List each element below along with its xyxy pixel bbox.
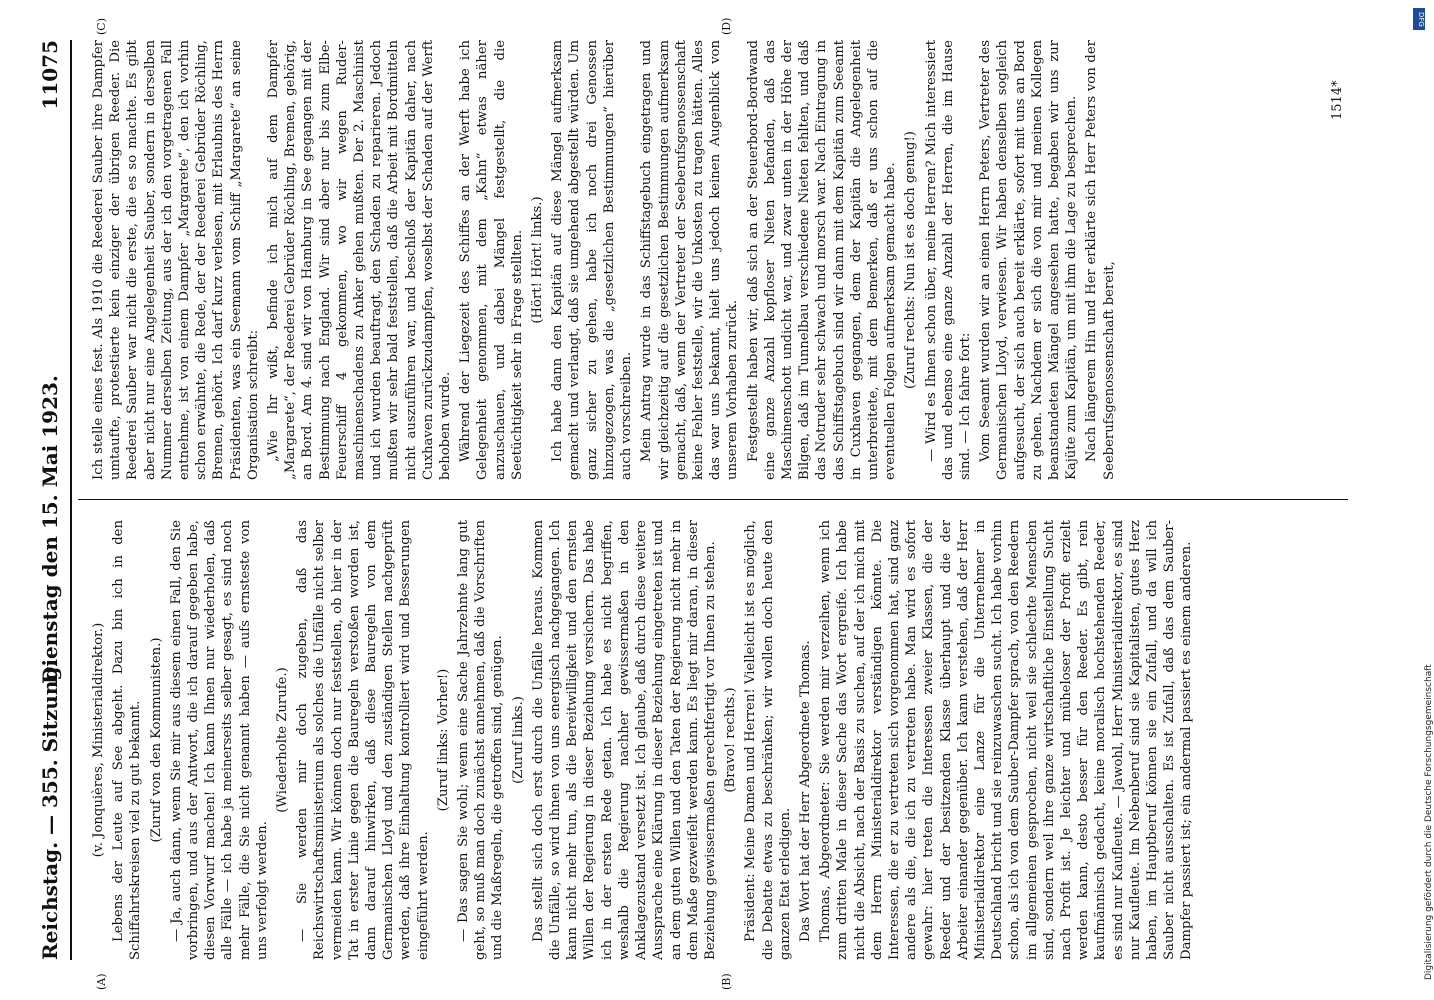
paragraph: Festgestellt haben wir, daß sich an der Steuerbord-Bordwand eine ganze Anzahl kopfloser Nieten befanden, daß das Maschinenschott undicht war, und zwar unten in der Höhe der Bilgen, daß im Tunnelbau verschiedene Nieten fehlten, und daß das Notruder sehr schwach und morsch war. Nach Eintragung in das Schiffstagebuch sind wir dann mit dem Kapitän zum Seeamt in Cuxhaven gegangen, dem der Kapitän die Angelegenheit unterbreitete, mit dem Bemerken, daß er uns schon auf die eventuellen Folgen aufmerksam gemacht habe. xyxy=(745,40,899,480)
column-divider xyxy=(78,499,1348,500)
paragraph: (Zuruf rechts: Nun ist es doch genug!) xyxy=(903,131,919,389)
paragraph: Nach längerem Hin und Her erklärte sich Herr Peters von der Seeberufsgenossenschaft bereit, xyxy=(1084,40,1117,480)
marker-b: (B) xyxy=(720,973,733,990)
left-column xyxy=(90,520,1199,960)
paragraph: Präsident: Meine Damen und Herren! Vielleicht ist es möglich, die Debatte etwas zu beschränken; wir wollen doch heute den ganzen Etat erledigen. xyxy=(743,520,793,960)
footer-page-mark: 1514* xyxy=(1330,80,1345,120)
paragraph: „Wie Ihr wißt, befinde ich mich auf dem Dampfer „Margarete“, der Reederei Gebrüder Röchling, Bremen, gehörig, an Bord. Am 4. sind wir von Hamburg in See gegangen mit der Bestimmung nach England. Wir sind aber nur bis zum Elbe-Feuerschiff 4 gekommen, wo wir wegen Ruder-maschinenschadens zu Anker gehen mußten. Der 2. Maschinist und ich wurden beauftragt, den Schaden zu reparieren. Jedoch mußten wir sehr bald feststellen, daß die Arbeit mit Bordmitteln nicht auszuführen war, und beschloß der Kapitän daher, nach Cuxhaven zurückzudampfen, woselbst der Schaden auf der Werft behoben wurde. xyxy=(266,40,454,480)
paragraph: Ich habe dann den Kapitän auf diese Mängel aufmerksam gemacht und verlangt, daß sie umgehend abgestellt würden. Um ganz sicher zu gehen, habe ich noch drei Genossen hinzugezogen, was die „gesetzlichen Bestimmungen“ hierüber auch vorschreiben. xyxy=(550,40,635,480)
right-column xyxy=(90,40,1121,480)
paragraph: (Zuruf links.) xyxy=(510,696,526,784)
paragraph: (Bravo! rechts.) xyxy=(723,687,739,793)
paragraph: (Hört! Hört! links.) xyxy=(530,196,546,324)
paragraph: — Ja, auch dann, wenn Sie mir aus diesem einen Fall, den Sie vorbringen, und aus der Antwort, die ich darauf gegeben habe, diesen Vorwurf machen! Ich kann Ihnen nur wiederholen, daß alle Fälle — ich habe ja meinerseits selber gesagt, es sind noch mehr Fälle, die Sie nicht genannt haben — aufs ernsteste von uns verfolgt werden. xyxy=(168,520,270,960)
paragraph: Das stellt sich doch erst durch die Unfälle heraus. Kommen die Unfälle, so wird ihnen von uns energisch nachgegangen. Ich kann nicht mehr tun, als die Bereitwilligkeit und den ernsten Willen der Regierung in dieser Beziehung versichern. Das habe ich in der ersten Rede getan. Ich habe es nicht begriffen, weshalb die Regierung nachher gewissermaßen in den Anklagezustand versetzt ist. Ich glaube, daß durch diese weitere Aussprache eine Klärung in dieser Beziehung eingetreten ist und an dem guten Willen und den Taten der Regierung nicht mehr in dem Maße gezweifelt werden kann. Es liegt mir daran, in dieser Beziehung gewissermaßen gerechtfertigt vor Ihnen zu stehen. xyxy=(530,520,718,960)
paragraph: Lebens der Leute auf See abgeht. Dazu bin ich in den Schiffahrtskreisen viel zu gut bekannt. xyxy=(111,520,144,960)
marker-d: (D) xyxy=(720,17,733,35)
page-header xyxy=(30,40,72,960)
paragraph: (Zuruf von den Kommunisten.) xyxy=(148,637,164,843)
paragraph: (v. Jonquières, Ministerialdirektor.) xyxy=(91,622,106,858)
paragraph: — Das sagen Sie wohl; wenn eine Sache Jahrzehnte lang gut geht, so muß man doch zunächst annehmen, daß die Vorschriften und die Maßregeln, die getroffen sind, genügen. xyxy=(456,520,506,960)
side-credit-text: Digitalisierung gefördert durch die Deutsche Forschungsgemeinschaft xyxy=(1424,664,1434,980)
paragraph: Vom Seeamt wurden wir an einen Herrn Peters, Vertreter des Germanischen Lloyd, verwiesen. Wir haben denselben sogleich aufgesucht, der sich auch bereit erklärte, sofort mit uns an Bord zu gehen. Nachdem er sich die von mir und meinen Kollegen beanstandeten Mängel angesehen hatte, begaben wir uns zur Kajüte zum Kapitän, um mit ihm die Lage zu besprechen. xyxy=(978,40,1080,480)
paragraph: Während der Liegezeit des Schiffes an der Werft habe ich Gelegenheit genommen, mit dem „Kahn“ etwas näher anzuschauen, und dabei Mängel festgestellt, die die Seetüchtigkeit sehr in Frage stellten. xyxy=(458,40,525,480)
paragraph: Das Wort hat der Herr Abgeordnete Thomas. xyxy=(797,640,813,942)
paragraph: (Zuruf links: Vorher!) xyxy=(435,668,451,812)
side-credit xyxy=(1410,20,1434,980)
dfg-logo: DFG xyxy=(1413,8,1425,30)
header-left: Reichstag. — 355. Sitzung. xyxy=(38,659,62,960)
paragraph: (Wiederholte Zurufe.) xyxy=(275,667,291,813)
header-center: Dienstag den 15. Mai 1923. xyxy=(38,375,62,684)
paragraph: — Sie werden mir doch zugeben, daß das Reichswirtschaftsministerium als solches die Unfälle nicht selber vermeiden kann. Wir können doch nur feststellen, ob hier in der Tat in erster Linie gegen die Bauregeln verstoßen worden ist, dann darauf hinwirken, daß diese Bauregeln von dem Germanischen Lloyd und den zuständigen Stellen nachgeprüft werden, daß ihre Einhaltung kontrolliert wird und Besserungen eingeführt werden. xyxy=(295,520,431,960)
marker-a: (A) xyxy=(95,973,108,990)
paragraph: Ich stelle eines fest. Als 1910 die Reederei Sauber ihre Dampfer umtaufte, protestierte kein einziger der übrigen Reeder. Die Reederei Sauber war nicht die erste, die es so machte. Es gibt aber nicht nur eine Angelegenheit Sauber, sondern in derselben Nummer derselben Zeitung, aus der ich den vorgetragenen Fall entnehme, ist von einem Dampfer „Margarete“, den ich vorhin schon erwähnte, die Rede, der der Reederei Gebrüder Röchling, Bremen, gehört. Ich darf kurz verlesen, mit Erlaubnis des Herrn Präsidenten, was ein Seemann vom Schiff „Margarete“ an seine Organisation schreibt: xyxy=(91,40,261,480)
paragraph: — Wird es Ihnen schon über, meine Herren? Mich interessiert das und ebenso eine ganze Anzahl der Herren, die im Hause sind. — Ich fahre fort: xyxy=(923,40,973,480)
paragraph: Mein Antrag wurde in das Schiffstagebuch eingetragen und wir gleichzeitig auf die gesetzlichen Bestimmungen aufmerksam gemacht, daß, wenn der Vertreter der Seeberufsgenossenschaft keine Fehler feststelle, wir die Unkosten zu tragen hätten. Alles das war uns bekannt, hielt uns jedoch keinen Augenblick von unserem Vorhaben zurück. xyxy=(639,40,741,480)
header-page-number: 11075 xyxy=(38,40,62,110)
marker-c: (C) xyxy=(95,18,108,35)
paragraph: Thomas, Abgeordneter: Sie werden mir verzeihen, wenn ich zum dritten Male in dieser Sache das Wort ergreife. Ich habe nicht die Absicht, nach der Basis zu suchen, auf der ich mich mit dem Herrn Ministerialdirektor verständigen könnte. Die Interessen, die er zu vertreten sich vorgenommen hat, sind ganz andere als die, die ich zu vertreten habe. Man wird es sofort gewahr: hier treten die Interessen zweier Klassen, die der Reeder und der besitzenden Klasse überhaupt und die der Arbeiter einander gegenüber. Ich kann verstehen, daß der Herr Ministerialdirektor eine Lanze für die Unternehmer in Deutschland bricht und sie reinzuwaschen sucht. Ich habe vorhin schon, als ich von dem Sauber-Dampfer sprach, von den Reedern im allgemeinen gesprochen, nicht weil sie schlechte Menschen sind, sondern weil ihre ganze wirtschaftliche Einstellung Sucht nach Profit ist. Je leichter und müheloser der Profit erzielt werden kann, desto besser für den Reeder. Es gibt, rein kaufmännisch gedacht, keine moralisch hochstehenden Reeder, es sind nur Kaufleute. — Jawohl, Herr Ministerialdirektor, es sind nur Kaufleute. Im Nebenberuf sind sie Kapitalisten, gutes Herz haben, im Hauptberuf können sie ein Zufall, und da will ich Sauber nicht ausschalten. Es ist Zufall, daß das dem Sauber-Dampfer passiert ist; ein andermal passiert es einem anderen. xyxy=(818,520,1195,960)
